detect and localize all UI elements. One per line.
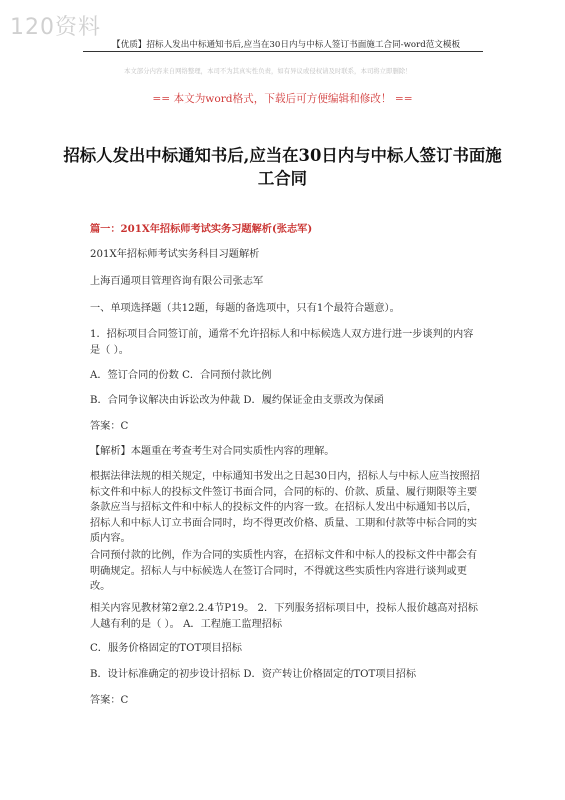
header-divider: [83, 51, 483, 52]
section-heading: 篇一：201X年招标师考试实务习题解析(张志军): [90, 223, 313, 235]
disclaimer-text: 本文部分内容来自网络整理，本司不为其真实性负责，如有异议或侵权请及时联系，本司将立即删除！: [124, 67, 412, 75]
paragraph-author: 上海百通项目管理咨询有限公司张志军: [90, 276, 264, 287]
format-notice: == 本文为word格式，下载后可方便编辑和修改！ ==: [152, 93, 413, 105]
question-2-option-c: C．服务价格固定的TOT项目招标: [90, 643, 242, 654]
running-header: 【优质】招标人发出中标通知书后,应当在30日内与中标人签订书面施工合同-word范文模板: [112, 40, 461, 50]
document-title: 招标人发出中标通知书后,应当在30日内与中标人签订书面施工合同: [63, 146, 502, 188]
analysis-paragraph-2: 合同预付款的比例，作为合同的实质性内容，在招标文件和中标人的投标文件中都会有明确规定。招标人与中标候选人在签订合同时，不得就这些实质性内容进行谈判或更改。: [90, 550, 478, 592]
question-1: 1．招标项目合同签订前，通常不允许招标人和中标候选人双方进行进一步谈判的内容是（ ）。: [90, 329, 474, 356]
question-1-options-b-d: B．合同争议解决由诉讼改为仲裁 D．履约保证金由支票改为保函: [90, 395, 384, 406]
question-1-options-a-c: A．签订合同的份数 C．合同预付款比例: [90, 370, 272, 381]
site-logo: 120资料: [10, 15, 101, 40]
paragraph-section-intro: 一、单项选择题（共12题，每题的备选项中，只有1个最符合题意）。: [90, 303, 400, 314]
question-2-answer: 答案：C: [90, 695, 129, 706]
paragraph-subject-title: 201X年招标师考试实务科目习题解析: [90, 249, 260, 260]
question-2-options-b-d: B．设计标准确定的初步设计招标 D．资产转让价格固定的TOT项目招标: [90, 669, 417, 680]
analysis-intro: 【解析】本题重在考查考生对合同实质性内容的理解。: [90, 446, 335, 457]
question-1-answer: 答案：C: [90, 421, 129, 432]
question-2: 相关内容见教材第2章2.2.4节P19。 2．下列服务招标项目中，投标人报价越高对招标人越有利的是（ ）。 A．工程施工监理招标: [90, 603, 478, 630]
analysis-paragraph-1: 根据法律法规的相关规定，中标通知书发出之日起30日内，招标人与中标人应当按照招标文件和中标人的投标文件签订书面合同，合同的标的、价款、质量、履行期限等主要条款应当与招标文件和中标人的投标文件的内容一致。在招标人发出中标通知书以后，招标人和中标人订立书面合同时，均不得更改价格、质量、工期和付款等中标合同的实质内容。: [90, 471, 480, 544]
